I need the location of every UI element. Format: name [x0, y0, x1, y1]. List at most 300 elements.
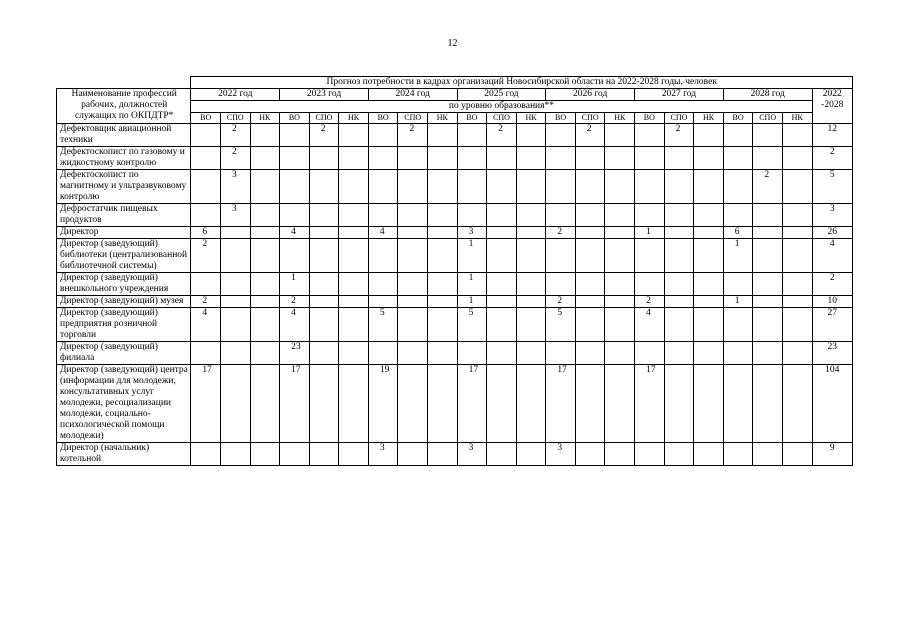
value-cell [309, 204, 339, 227]
value-cell: 2 [191, 239, 221, 273]
value-cell [575, 204, 605, 227]
value-cell [575, 342, 605, 365]
value-cell [753, 124, 783, 147]
value-cell [339, 147, 369, 170]
value-cell [546, 342, 576, 365]
value-cell [664, 239, 694, 273]
value-cell: 3 [220, 204, 250, 227]
value-cell [457, 124, 487, 147]
education-level-caption: по уровню образования** [191, 101, 812, 113]
education-level-header: ВО [635, 113, 665, 124]
value-cell [782, 273, 812, 296]
education-level-header: НК [250, 113, 280, 124]
value-cell [339, 204, 369, 227]
value-cell [516, 273, 546, 296]
value-cell: 1 [457, 296, 487, 308]
value-cell [605, 443, 635, 466]
value-cell [428, 342, 458, 365]
value-cell [368, 170, 398, 204]
profession-name: Директор (заведующий) внешкольного учреждения [57, 273, 191, 296]
value-cell [753, 273, 783, 296]
value-cell [753, 147, 783, 170]
value-cell [428, 365, 458, 443]
value-cell [457, 170, 487, 204]
value-cell: 3 [457, 443, 487, 466]
profession-name: Директор (начальник) котельной [57, 443, 191, 466]
value-cell [605, 273, 635, 296]
education-level-header: СПО [487, 113, 517, 124]
profession-name: Директор (заведующий) филиала [57, 342, 191, 365]
value-cell [516, 227, 546, 239]
value-cell [487, 204, 517, 227]
value-cell: 4 [280, 308, 310, 342]
table-row [57, 124, 853, 147]
value-cell [605, 204, 635, 227]
value-cell [250, 147, 280, 170]
education-level-header: НК [339, 113, 369, 124]
education-level-header: НК [516, 113, 546, 124]
value-cell [516, 296, 546, 308]
value-cell [220, 273, 250, 296]
value-cell [664, 227, 694, 239]
value-cell [605, 124, 635, 147]
value-cell [723, 273, 753, 296]
total-cell: 5 [812, 170, 852, 204]
table-row [57, 227, 853, 239]
value-cell [635, 147, 665, 170]
value-cell: 2 [546, 296, 576, 308]
value-cell [250, 342, 280, 365]
value-cell [516, 124, 546, 147]
value-cell: 1 [723, 296, 753, 308]
value-cell [575, 296, 605, 308]
value-cell [398, 273, 428, 296]
value-cell [723, 365, 753, 443]
value-cell [723, 204, 753, 227]
value-cell [250, 273, 280, 296]
value-cell [309, 365, 339, 443]
value-cell [487, 273, 517, 296]
value-cell [398, 308, 428, 342]
table-row [57, 308, 853, 342]
total-cell: 10 [812, 296, 852, 308]
value-cell [694, 170, 724, 204]
education-level-header: ВО [457, 113, 487, 124]
value-cell [398, 204, 428, 227]
table-row [57, 170, 853, 204]
value-cell [782, 239, 812, 273]
page-number: 12 [447, 38, 458, 49]
value-cell [191, 273, 221, 296]
table-row [57, 273, 853, 296]
value-cell [782, 342, 812, 365]
name-column-header: Наименование профессий рабочих, должностей служащих по ОКПДТР* [57, 89, 191, 124]
value-cell [428, 227, 458, 239]
value-cell [635, 239, 665, 273]
total-cell: 9 [812, 443, 852, 466]
education-level-header: СПО [398, 113, 428, 124]
value-cell: 4 [280, 227, 310, 239]
value-cell [487, 296, 517, 308]
value-cell [605, 342, 635, 365]
value-cell [339, 342, 369, 365]
value-cell [339, 273, 369, 296]
value-cell [723, 147, 753, 170]
value-cell: 2 [220, 124, 250, 147]
value-cell [753, 227, 783, 239]
value-cell: 4 [368, 227, 398, 239]
education-level-header: СПО [753, 113, 783, 124]
profession-name: Дефектоскопист по магнитному и ультразвуковому контролю [57, 170, 191, 204]
value-cell [635, 204, 665, 227]
value-cell [753, 443, 783, 466]
value-cell [250, 308, 280, 342]
value-cell [220, 239, 250, 273]
value-cell [280, 239, 310, 273]
value-cell [280, 147, 310, 170]
value-cell [191, 342, 221, 365]
value-cell [635, 273, 665, 296]
value-cell [309, 273, 339, 296]
table-row [57, 239, 853, 273]
value-cell [220, 227, 250, 239]
value-cell [368, 239, 398, 273]
value-cell [694, 227, 724, 239]
value-cell: 17 [280, 365, 310, 443]
profession-name: Директор (заведующий) центра (информации для молодежи, консультативных услуг молодежи, ресоциализации молодежи, социально-психологической помощи молодежи) [57, 365, 191, 443]
year-header: 2023 год [280, 89, 369, 101]
value-cell [516, 204, 546, 227]
value-cell [723, 170, 753, 204]
education-level-header: НК [782, 113, 812, 124]
value-cell [280, 204, 310, 227]
value-cell [575, 308, 605, 342]
value-cell [191, 124, 221, 147]
value-cell [575, 273, 605, 296]
value-cell [280, 170, 310, 204]
value-cell [428, 443, 458, 466]
value-cell [398, 227, 428, 239]
value-cell [753, 308, 783, 342]
value-cell: 19 [368, 365, 398, 443]
value-cell [368, 296, 398, 308]
value-cell [516, 239, 546, 273]
value-cell [457, 204, 487, 227]
value-cell [723, 124, 753, 147]
value-cell: 5 [457, 308, 487, 342]
value-cell: 2 [753, 170, 783, 204]
education-level-header: НК [428, 113, 458, 124]
education-level-header: СПО [575, 113, 605, 124]
value-cell: 17 [191, 365, 221, 443]
value-cell [220, 365, 250, 443]
value-cell [339, 239, 369, 273]
total-cell: 23 [812, 342, 852, 365]
value-cell [753, 239, 783, 273]
value-cell [694, 296, 724, 308]
value-cell: 2 [398, 124, 428, 147]
value-cell [694, 239, 724, 273]
value-cell [339, 227, 369, 239]
value-cell [575, 365, 605, 443]
value-cell: 5 [368, 308, 398, 342]
value-cell [694, 124, 724, 147]
value-cell [457, 147, 487, 170]
value-cell [250, 365, 280, 443]
value-cell [753, 342, 783, 365]
value-cell [782, 308, 812, 342]
profession-name: Дефектовщик авиационной техники [57, 124, 191, 147]
value-cell [605, 227, 635, 239]
value-cell: 2 [546, 227, 576, 239]
value-cell [575, 147, 605, 170]
table-row [57, 365, 853, 443]
table-body [57, 124, 853, 466]
value-cell: 17 [457, 365, 487, 443]
education-level-header: ВО [546, 113, 576, 124]
total-cell: 2 [812, 273, 852, 296]
value-cell [546, 170, 576, 204]
value-cell [368, 147, 398, 170]
value-cell [457, 342, 487, 365]
value-cell [250, 296, 280, 308]
value-cell [428, 296, 458, 308]
education-level-header: ВО [191, 113, 221, 124]
value-cell [664, 365, 694, 443]
value-cell [339, 308, 369, 342]
value-cell [487, 443, 517, 466]
value-cell [575, 170, 605, 204]
value-cell [664, 342, 694, 365]
value-cell [220, 342, 250, 365]
value-cell [605, 365, 635, 443]
value-cell [309, 170, 339, 204]
total-cell: 4 [812, 239, 852, 273]
value-cell: 4 [191, 308, 221, 342]
education-level-header: СПО [220, 113, 250, 124]
total-cell: 27 [812, 308, 852, 342]
value-cell [398, 443, 428, 466]
table-row [57, 147, 853, 170]
year-header: 2028 год [723, 89, 812, 101]
education-level-header: НК [694, 113, 724, 124]
value-cell: 1 [457, 239, 487, 273]
value-cell [487, 147, 517, 170]
value-cell [753, 365, 783, 443]
value-cell: 23 [280, 342, 310, 365]
value-cell [309, 147, 339, 170]
value-cell: 2 [220, 147, 250, 170]
value-cell [516, 365, 546, 443]
value-cell [309, 443, 339, 466]
value-cell: 6 [191, 227, 221, 239]
table-row [57, 443, 853, 466]
value-cell [664, 147, 694, 170]
value-cell [487, 239, 517, 273]
value-cell [191, 170, 221, 204]
value-cell [220, 308, 250, 342]
value-cell [368, 342, 398, 365]
total-cell: 104 [812, 365, 852, 443]
value-cell: 4 [635, 308, 665, 342]
value-cell: 3 [546, 443, 576, 466]
value-cell [694, 308, 724, 342]
value-cell [339, 296, 369, 308]
value-cell [368, 124, 398, 147]
value-cell [339, 124, 369, 147]
value-cell [309, 308, 339, 342]
value-cell [694, 365, 724, 443]
value-cell [605, 147, 635, 170]
value-cell [487, 170, 517, 204]
value-cell [782, 296, 812, 308]
value-cell [368, 273, 398, 296]
value-cell [694, 204, 724, 227]
value-cell [309, 239, 339, 273]
profession-name: Директор (заведующий) библиотеки (централизованной библиотечной системы) [57, 239, 191, 273]
value-cell [398, 147, 428, 170]
value-cell: 17 [546, 365, 576, 443]
value-cell [339, 443, 369, 466]
value-cell [782, 147, 812, 170]
value-cell [635, 342, 665, 365]
value-cell [782, 443, 812, 466]
value-cell [487, 308, 517, 342]
table-caption: Прогноз потребности в кадрах организаций Новосибирской области на 2022-2028 годы, человек [191, 77, 853, 89]
value-cell [575, 239, 605, 273]
year-header: 2022 год [191, 89, 280, 101]
value-cell [516, 443, 546, 466]
value-cell [694, 443, 724, 466]
value-cell [250, 124, 280, 147]
value-cell [309, 342, 339, 365]
value-cell [250, 170, 280, 204]
value-cell [339, 170, 369, 204]
value-cell [605, 239, 635, 273]
value-cell [191, 204, 221, 227]
total-cell: 26 [812, 227, 852, 239]
value-cell [782, 204, 812, 227]
value-cell [250, 239, 280, 273]
year-header: 2024 год [368, 89, 457, 101]
education-level-header: СПО [664, 113, 694, 124]
value-cell: 2 [309, 124, 339, 147]
value-cell [398, 239, 428, 273]
value-cell [575, 443, 605, 466]
value-cell [753, 296, 783, 308]
value-cell: 1 [635, 227, 665, 239]
value-cell [398, 170, 428, 204]
profession-name: Директор [57, 227, 191, 239]
year-header: 2025 год [457, 89, 546, 101]
value-cell [516, 147, 546, 170]
value-cell [398, 296, 428, 308]
value-cell: 3 [457, 227, 487, 239]
value-cell [250, 204, 280, 227]
value-cell: 2 [487, 124, 517, 147]
value-cell [487, 365, 517, 443]
year-header: 2027 год [635, 89, 724, 101]
value-cell [635, 443, 665, 466]
value-cell [487, 227, 517, 239]
value-cell [664, 170, 694, 204]
value-cell [753, 204, 783, 227]
value-cell [516, 308, 546, 342]
value-cell [428, 239, 458, 273]
value-cell [309, 296, 339, 308]
value-cell [280, 124, 310, 147]
table-row [57, 342, 853, 365]
profession-name: Дефектоскопист по газовому и жидкостному контролю [57, 147, 191, 170]
value-cell [516, 170, 546, 204]
value-cell: 6 [723, 227, 753, 239]
year-header: 2026 год [546, 89, 635, 101]
value-cell [546, 204, 576, 227]
value-cell [664, 204, 694, 227]
value-cell [220, 296, 250, 308]
value-cell [723, 443, 753, 466]
value-cell: 17 [635, 365, 665, 443]
profession-name: Директор (заведующий) музея [57, 296, 191, 308]
total-cell: 3 [812, 204, 852, 227]
value-cell [339, 365, 369, 443]
total-column-header: 2022 -2028 [812, 89, 852, 124]
value-cell [280, 443, 310, 466]
value-cell [191, 147, 221, 170]
value-cell [694, 342, 724, 365]
value-cell [635, 170, 665, 204]
value-cell [664, 308, 694, 342]
value-cell [664, 443, 694, 466]
value-cell: 1 [723, 239, 753, 273]
value-cell [428, 170, 458, 204]
value-cell [220, 443, 250, 466]
value-cell [664, 273, 694, 296]
value-cell [782, 227, 812, 239]
value-cell [487, 342, 517, 365]
value-cell [605, 170, 635, 204]
education-level-header: ВО [368, 113, 398, 124]
value-cell: 2 [575, 124, 605, 147]
value-cell [546, 239, 576, 273]
value-cell [723, 308, 753, 342]
profession-name: Директор (заведующий) предприятия розничной торговли [57, 308, 191, 342]
value-cell [782, 170, 812, 204]
value-cell: 3 [220, 170, 250, 204]
value-cell [398, 365, 428, 443]
profession-name: Дефростатчик пищевых продуктов [57, 204, 191, 227]
year-header-row [57, 89, 853, 101]
table-row [57, 204, 853, 227]
value-cell [605, 308, 635, 342]
value-cell [723, 342, 753, 365]
value-cell [546, 147, 576, 170]
value-cell: 1 [457, 273, 487, 296]
value-cell [368, 204, 398, 227]
value-cell [250, 443, 280, 466]
total-cell: 12 [812, 124, 852, 147]
value-cell: 2 [664, 124, 694, 147]
total-cell: 2 [812, 147, 852, 170]
blank-corner-cell [57, 77, 191, 89]
value-cell: 5 [546, 308, 576, 342]
value-cell [782, 124, 812, 147]
value-cell [605, 296, 635, 308]
value-cell [575, 227, 605, 239]
table-row [57, 296, 853, 308]
value-cell: 2 [191, 296, 221, 308]
education-level-header: ВО [723, 113, 753, 124]
